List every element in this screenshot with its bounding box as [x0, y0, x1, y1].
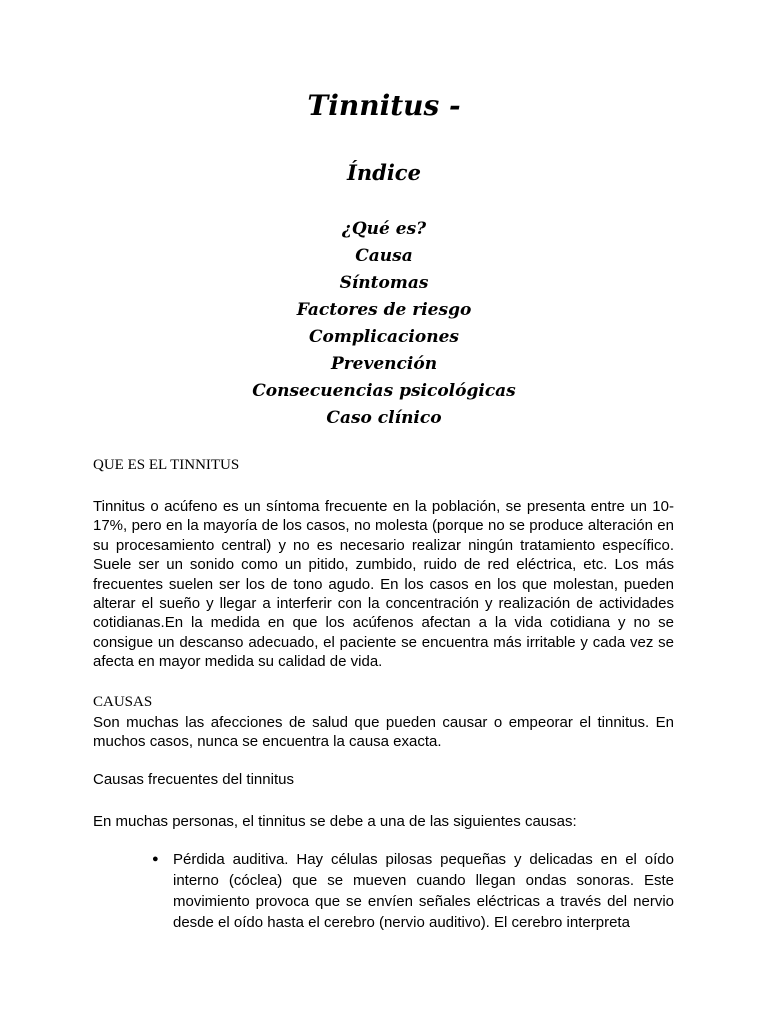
- toc-item-que-es: ¿Qué es?: [341, 219, 427, 239]
- subheading-causas-frecuentes: Causas frecuentes del tinnitus: [93, 771, 294, 788]
- document-title: Tinnitus -: [307, 89, 461, 122]
- table-of-contents: [0, 216, 768, 432]
- list-item-text: Pérdida auditiva. Hay células pilosas pequeñas y delicadas en el oído interno (cóclea) que se mueven cuando llegan ondas sonoras. Este movimiento provoca que se envíen señales eléctricas a través del nervio desde el oído hasta el cerebro (nervio auditivo). El cerebro interpreta: [173, 851, 674, 931]
- toc-item-consecuencias-psicologicas: Consecuencias psicológicas: [252, 381, 516, 401]
- toc-item-complicaciones: Complicaciones: [309, 327, 459, 347]
- paragraph-causas: Son muchas las afecciones de salud que pueden causar o empeorar el tinnitus. En muchos casos, nunca se encuentra la causa exacta.: [93, 714, 674, 751]
- toc-item-factores-de-riesgo: Factores de riesgo: [296, 300, 472, 320]
- section-heading-causas: CAUSAS: [93, 694, 153, 710]
- paragraph-causas-intro: En muchas personas, el tinnitus se debe a una de las siguientes causas:: [93, 813, 577, 830]
- toc-item-prevencion: Prevención: [330, 354, 438, 374]
- causes-bullet-list: [150, 849, 674, 933]
- list-item-perdida-auditiva: [150, 849, 674, 933]
- toc-item-sintomas: Síntomas: [339, 273, 429, 293]
- paragraph-que-es: Tinnitus o acúfeno es un síntoma frecuente en la población, se presenta entre un 10-17%, pero en la mayoría de los casos, no molesta (porque no se produce alteración en su procesamiento central) y no es necesario realizar ningún tratamiento específico. Suele ser un sonido como un pitido, zumbido, ruido de red eléctrica, etc. Los más frecuentes suelen ser los de tono agudo. En los casos en los que molestan, pueden alterar el sueño y llegar a interferir con la concentración y realización de actividades cotidianas.En la medida en que los acúfenos afectan a la vida cotidiana y no se consigue un descanso adecuado, el paciente se encuentra más irritable y cada vez se afecta en mayor medida su calidad de vida.: [93, 498, 674, 671]
- toc-item-caso-clinico: Caso clínico: [326, 408, 442, 428]
- toc-item-causa: Causa: [355, 246, 413, 266]
- section-heading-que-es: QUE ES EL TINNITUS: [93, 457, 240, 473]
- bullet-icon: ●: [152, 853, 159, 865]
- index-heading: Índice: [347, 160, 421, 185]
